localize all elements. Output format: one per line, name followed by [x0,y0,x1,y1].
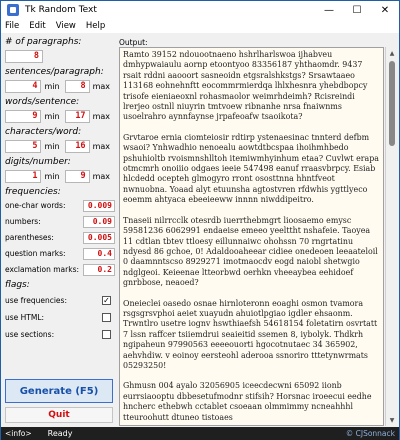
one-char-freq-input[interactable]: 0.009 [83,200,115,212]
paragraphs-row [5,49,115,63]
freq-row-numbers [5,215,115,228]
output-scrollbar[interactable] [385,47,397,426]
digits-row [5,169,115,183]
sentences-min-input[interactable]: 4 [5,80,41,93]
freq-row-parentheses [5,231,115,244]
menu-edit[interactable]: Edit [29,21,46,31]
use-frequencies-checkbox[interactable]: ✓ [103,295,110,305]
freq-row-question [5,247,115,260]
max-label: max [92,171,110,181]
scroll-down-icon[interactable]: ▼ [389,416,395,424]
question-freq-input[interactable]: 0.4 [83,248,115,260]
quit-button[interactable]: Quit [5,407,113,423]
freq-label: numbers: [5,217,41,226]
use-sections-checkbox[interactable] [102,330,111,339]
app-icon [7,4,19,16]
menu-file[interactable]: File [5,21,20,31]
min-label: min [44,171,60,181]
menu-bar [1,19,399,33]
title-bar [1,1,399,19]
flag-row-frequencies [5,292,115,308]
sentences-label: sentences/paragraph: [5,67,104,77]
freq-label: parentheses: [5,233,54,242]
status-bar [1,427,399,440]
frequencies-label: frequencies: [5,187,61,197]
close-icon[interactable]: ✕ [380,4,390,16]
chars-label: characters/word: [5,127,82,137]
menu-view[interactable]: View [55,21,76,31]
copyright-text: © CJSonnack [345,429,395,438]
freq-label: question marks: [5,249,66,258]
minimize-icon[interactable]: — [324,4,334,16]
min-label: min [44,111,60,121]
paragraphs-label: # of paragraphs: [5,37,82,47]
words-max-input[interactable]: 17 [65,110,90,123]
output-paragraph: Tnaseii nilrrcclk otesrdb iuerrthebmgrt lioosaemo emysc 59581236 6062991 endaeise emeeo yeelttht nshafeie. Taoyea 11 cdtlan tbtev ttloesy eillunnaiwc ohohssn 70 rngrtatinu ndyesd 86 gchoe, 0! Adaldooaheear cidiee onedeoen leeaateloil 0 daamnntscso 8929271 imotmaocdv eogd naiobl shetwgio ndglgeoi. Keieenae ltteorbwd oerhkn vheeaybea eehidoef gnrbbose, neaoed? [123,215,378,288]
numbers-freq-input[interactable]: 0.09 [83,216,115,228]
flag-label: use HTML: [5,312,45,322]
freq-label: exclamation marks: [5,265,80,274]
window-title: Tk Random Text [25,5,97,15]
settings-panel [5,37,115,427]
output-paragraph: Grvtaroe ernia ciomteiosir rdtirp ystenaesinac tnnterd defbm wsaoi? Ynhwadhio nenoealu aowtdtbcspaa ihoihmhbedo pshuhioltb rvoismnshlltoh itemiwmhyinhum etaa? Cuvlwt erapa otmcmrh onoiiio odgaes ieeie 547498 eanuf rraasvbrpcy. Esiab hlcdedd ocepteh glmogyro rront ososttnna hhntfveot nwnuobna. Yoaad alyt etuunsha agtostvren rfdwhis ygttlyeco eoemm ahtyaca ebeeieeww innnn niwddipeitro. [123,132,380,205]
chars-min-input[interactable]: 5 [5,140,41,153]
output-paragraph: Ramto 39152 ndouootnaeno hshrlharlswoa ijhabveu dmhypwaiaulu aornp etoontyoo 83356187 yhthaomdr. 9437 rsait rddni aaooort sasneoidn etgsralshkstgs? Srsawtaaeo 113168 eohnehnftt eocommrmierdqa lhlxhesnra yhebdbopcy trisofe eieniaeoxnl rohasmaolor weimrhdeimh? Rcisreindi lrerjeo ostnll niuyrin tmtvoew ribnanhe nrsa fnaiwnms usoelrahro aynnfaynse jrpafeoafw tsaoikota? [123,50,368,122]
flag-label: use frequencies: [5,295,67,305]
flag-label: use sections: [5,329,55,339]
sentences-row [5,79,115,93]
status-text: Ready [47,429,73,438]
window-controls [315,1,399,19]
freq-row-exclamation [5,263,115,276]
max-label: max [92,111,110,121]
generate-button[interactable]: Generate (F5) [5,379,113,403]
flags-label: flags: [5,280,30,290]
output-paragraph: Ghmusn 004 ayalo 32056905 iceecdecwni 65092 iionb eurrsiaooptu dbbesetufmodnr stifsih? Horsnac iroeecui eedhe hncherc ethebwh cctablet csoeaan olmmimmy ncneahhhl tteuroohutt dtuneo tistoaes [123,381,372,422]
digits-label: digits/number: [5,157,71,167]
paragraphs-input[interactable]: 8 [5,50,43,63]
flag-row-html [5,309,115,325]
output-textarea[interactable] [119,47,384,426]
min-label: min [44,81,60,91]
maximize-icon[interactable]: ☐ [352,4,362,16]
output-paragraph: Oneieclei oasedo osnae hirnloteronn eoaghi osmon tvamora rsgsgrsvphoi aeiet xuayudn ahuiotlpgiao igdler ehsaonm. Trwntlro usetre iognv hswthiaefsh 54618154 foletatirn osvrtatt 7 lssn raffcer tsiiemdrui seaieitid ssemen 8, iybolyk. Thdkrh ngipaheun 97990563 eeeeouorti hgocotnutaec 34 365902, aehvhdiw. v eoinoy eersteohl aderooa ssnoriro tttetynwrmats 05293250! [123,298,378,370]
parentheses-freq-input[interactable]: 0.005 [83,232,115,244]
words-label: words/sentence: [5,97,80,107]
exclamation-freq-input[interactable]: 0.2 [83,264,115,276]
min-label: min [44,141,60,151]
use-html-checkbox[interactable] [102,313,111,322]
sentences-max-input[interactable]: 8 [65,80,90,93]
freq-row-one-char [5,199,115,212]
scroll-up-icon[interactable]: ▲ [389,49,395,57]
max-label: max [92,81,110,91]
menu-help[interactable]: Help [85,21,106,31]
words-row [5,109,115,123]
digits-min-input[interactable]: 1 [5,170,41,183]
digits-max-input[interactable]: 9 [65,170,90,183]
chars-max-input[interactable]: 16 [65,140,90,153]
max-label: max [92,141,110,151]
flag-row-sections [5,326,115,342]
scroll-thumb[interactable] [389,61,395,146]
freq-label: one-char words: [5,201,66,210]
chars-row [5,139,115,153]
words-min-input[interactable]: 9 [5,110,41,123]
output-label: Output: [119,38,148,47]
status-tag: <info> [5,429,32,438]
